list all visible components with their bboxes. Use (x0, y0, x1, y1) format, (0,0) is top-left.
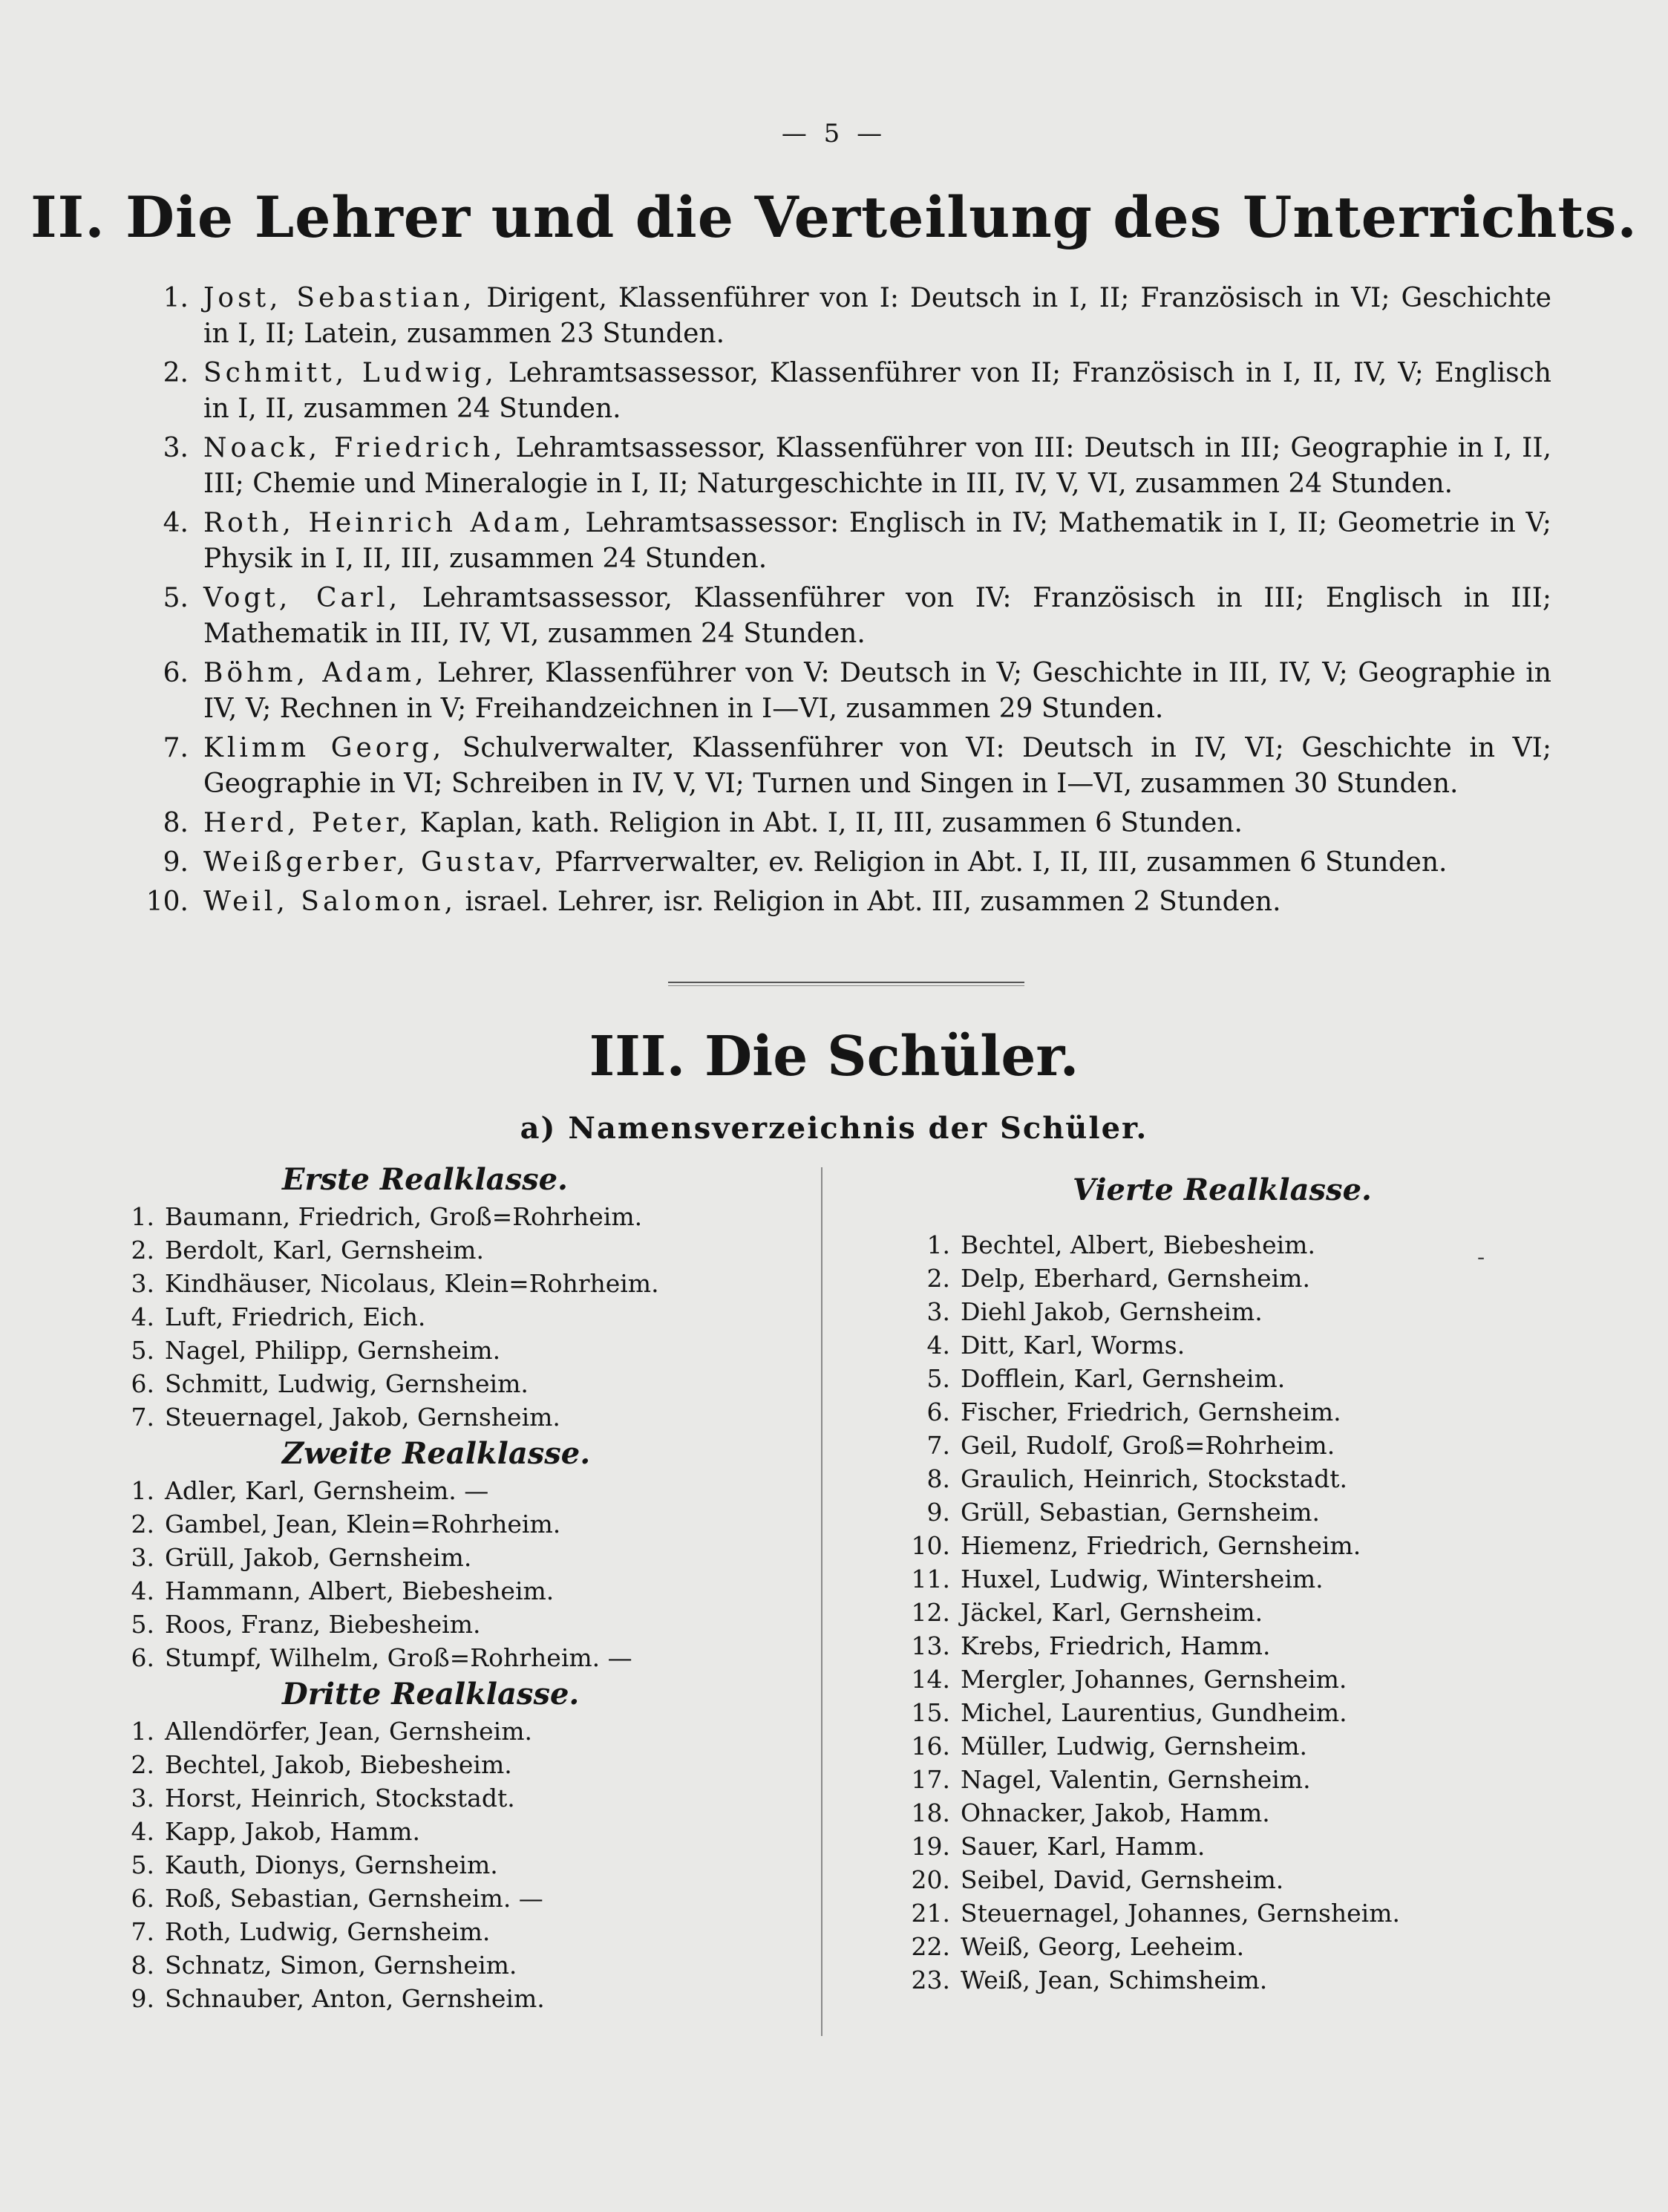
student-row (111, 1574, 779, 1608)
student-row (891, 1796, 1559, 1830)
student-number: 2. (926, 1264, 950, 1293)
student-number: 3. (926, 1297, 950, 1326)
student-number: 22. (911, 1932, 950, 1961)
student-number: 4. (131, 1576, 154, 1605)
student-row (891, 1729, 1559, 1763)
student-row (111, 1300, 779, 1334)
student-name: Grüll, Jakob, Gernsheim. (165, 1543, 472, 1572)
student-number: 3. (131, 1269, 154, 1298)
teacher-number: 9. (163, 847, 189, 878)
student-number: 1. (131, 1202, 154, 1231)
student-row (891, 1529, 1559, 1562)
teacher-text (203, 845, 1551, 881)
student-row (111, 1608, 779, 1641)
student-name: Diehl Jakob, Gernsheim. (961, 1297, 1263, 1326)
teacher-entry (126, 281, 1551, 352)
student-row (111, 1200, 779, 1233)
student-name: Seibel, David, Gernsheim. (961, 1865, 1284, 1894)
student-number: 3. (131, 1543, 154, 1572)
student-row (891, 1295, 1559, 1328)
student-number: 1. (131, 1476, 154, 1505)
student-number: 3. (131, 1784, 154, 1813)
teacher-number: 8. (163, 808, 189, 838)
teacher-number: 6. (163, 658, 189, 688)
student-name: Schnauber, Anton, Gernsheim. (165, 1984, 545, 2013)
teacher-name: Schmitt, Ludwig, (203, 358, 497, 388)
student-name: Adler, Karl, Gernsheim. — (165, 1476, 489, 1505)
teacher-text (203, 581, 1551, 652)
student-row (111, 1334, 779, 1367)
student-row (111, 1715, 779, 1748)
teacher-name: Roth, Heinrich Adam, (203, 508, 575, 538)
teacher-name: Weißgerber, Gustav, (203, 847, 546, 878)
teacher-number: 4. (163, 508, 189, 538)
teacher-entry (126, 731, 1551, 802)
teacher-text (203, 506, 1551, 577)
student-row (891, 1495, 1559, 1529)
student-name: Michel, Laurentius, Gundheim. (961, 1698, 1347, 1727)
student-number: 5. (926, 1364, 950, 1393)
student-row (111, 1541, 779, 1574)
student-row (891, 1696, 1559, 1729)
student-number: 2. (131, 1510, 154, 1539)
student-name: Baumann, Friedrich, Groß=Rohrheim. (165, 1202, 643, 1231)
student-row (111, 1815, 779, 1848)
student-row (891, 1863, 1559, 1896)
student-name: Steuernagel, Johannes, Gernsheim. (961, 1899, 1401, 1928)
teacher-entry (126, 581, 1551, 652)
teacher-entry (126, 356, 1551, 427)
student-row (111, 1367, 779, 1400)
teacher-name: Noack, Friedrich, (203, 433, 506, 463)
teacher-text (203, 356, 1551, 427)
student-number: 5. (131, 1850, 154, 1879)
student-row (111, 1781, 779, 1815)
student-name: Hiemenz, Friedrich, Gernsheim. (961, 1531, 1361, 1560)
student-name: Mergler, Johannes, Gernsheim. (961, 1665, 1347, 1694)
student-name: Roos, Franz, Biebesheim. (165, 1610, 481, 1639)
teacher-number: 5. (163, 583, 189, 613)
student-name: Ohnacker, Jakob, Hamm. (961, 1798, 1270, 1827)
student-number: 17. (911, 1765, 950, 1794)
section-divider (668, 982, 1024, 986)
student-name: Huxel, Ludwig, Wintersheim. (961, 1565, 1324, 1593)
student-number: 21. (911, 1899, 950, 1928)
student-row (111, 1748, 779, 1781)
class-title: Erste Realklasse. (282, 1162, 568, 1197)
student-row (111, 1474, 779, 1507)
teacher-assignment: Pfarrverwalter, ev. Religion in Abt. I, II, III, zusammen 6 Stunden. (555, 847, 1448, 878)
student-row (891, 1963, 1559, 1997)
stray-mark: - (1477, 1244, 1485, 1270)
student-row (891, 1896, 1559, 1930)
student-name: Weiß, Georg, Leeheim. (961, 1932, 1245, 1961)
teacher-assignment: Lehramtsassessor, Klassenführer von II; Französisch in I, II, IV, V; Englisch in I, II, zusammen 24 Stunden. (203, 358, 1551, 424)
teacher-entry (126, 884, 1551, 920)
student-column-left (111, 1160, 779, 2015)
teacher-text (203, 281, 1551, 352)
teacher-number: 1. (163, 283, 189, 313)
student-number: 12. (911, 1598, 950, 1627)
student-name: Schmitt, Ludwig, Gernsheim. (165, 1369, 529, 1398)
teacher-name: Vogt, Carl, (203, 583, 402, 613)
student-number: 20. (911, 1865, 950, 1894)
student-row (891, 1562, 1559, 1596)
student-number: 9. (131, 1984, 154, 2013)
student-list-subheading: a) Namensverzeichnis der Schüler. (520, 1111, 1148, 1146)
teacher-assignment: Schulverwalter, Klassenführer von VI: Deutsch in IV, VI; Geschichte in VI; Geographie in VI; Schreiben in IV, V, VI; Turnen und Singen in I—VI, zusammen 30 Stunden. (203, 733, 1551, 799)
teacher-text (203, 731, 1551, 802)
teacher-number: 2. (163, 358, 189, 388)
student-number: 11. (911, 1565, 950, 1593)
student-name: Luft, Friedrich, Eich. (165, 1302, 426, 1331)
section-title-teachers: II. Die Lehrer und die Verteilung des Unterrichts. (30, 184, 1638, 250)
student-row (111, 1915, 779, 1948)
student-name: Graulich, Heinrich, Stockstadt. (961, 1464, 1348, 1493)
section-title-students: III. Die Schüler. (589, 1025, 1079, 1089)
student-number: 1. (131, 1717, 154, 1746)
student-number: 6. (131, 1643, 154, 1672)
teacher-text (203, 806, 1551, 841)
teacher-assignment: Lehramtsassessor: Englisch in IV; Mathematik in I, II; Geometrie in V; Physik in I, II, III, zusammen 24 Stunden. (203, 508, 1551, 574)
teacher-name: Herd, Peter, (203, 808, 412, 838)
student-number: 7. (131, 1403, 154, 1432)
student-row (111, 1882, 779, 1915)
student-row (891, 1328, 1559, 1362)
teacher-entry (126, 806, 1551, 841)
student-name: Berdolt, Karl, Gernsheim. (165, 1236, 484, 1265)
class-title: Dritte Realklasse. (282, 1677, 580, 1712)
student-number: 6. (131, 1884, 154, 1913)
teacher-name: Jost, Sebastian, (203, 283, 476, 313)
student-name: Krebs, Friedrich, Hamm. (961, 1631, 1271, 1660)
student-name: Sauer, Karl, Hamm. (961, 1832, 1206, 1861)
student-row (891, 1763, 1559, 1796)
class-title: Zweite Realklasse. (282, 1436, 591, 1471)
student-number: 8. (926, 1464, 950, 1493)
student-row (891, 1395, 1559, 1429)
student-name: Hammann, Albert, Biebesheim. (165, 1576, 555, 1605)
student-number: 13. (911, 1631, 950, 1660)
teacher-name: Weil, Salomon, (203, 887, 457, 917)
student-name: Horst, Heinrich, Stockstadt. (165, 1784, 515, 1813)
student-row (891, 1663, 1559, 1696)
student-name: Fischer, Friedrich, Gernsheim. (961, 1397, 1341, 1426)
student-number: 4. (131, 1817, 154, 1846)
student-name: Bechtel, Albert, Biebesheim. (961, 1230, 1315, 1259)
teacher-name: Böhm, Adam, (203, 658, 428, 688)
student-name: Gambel, Jean, Klein=Rohrheim. (165, 1510, 561, 1539)
student-name: Bechtel, Jakob, Biebesheim. (165, 1750, 512, 1779)
student-name: Grüll, Sebastian, Gernsheim. (961, 1498, 1321, 1527)
student-column-right (891, 1170, 1559, 1997)
teacher-entry (126, 656, 1551, 727)
teacher-assignment: Kaplan, kath. Religion in Abt. I, II, III, zusammen 6 Stunden. (419, 808, 1243, 838)
teacher-assignment: Dirigent, Klassenführer von I: Deutsch in I, II; Französisch in VI; Geschichte in I, II; Latein, zusammen 23 Stunden. (203, 283, 1551, 349)
student-row (891, 1462, 1559, 1495)
teacher-text (203, 431, 1551, 502)
student-name: Nagel, Valentin, Gernsheim. (961, 1765, 1311, 1794)
student-number: 2. (131, 1750, 154, 1779)
student-number: 16. (911, 1732, 950, 1761)
student-row (111, 1948, 779, 1982)
teacher-assignment: israel. Lehrer, isr. Religion in Abt. III, zusammen 2 Stunden. (465, 887, 1281, 917)
student-number: 14. (911, 1665, 950, 1694)
student-number: 5. (131, 1610, 154, 1639)
student-number: 5. (131, 1336, 154, 1365)
student-row (111, 1233, 779, 1267)
student-name: Roß, Sebastian, Gernsheim. — (165, 1884, 543, 1913)
student-name: Geil, Rudolf, Groß=Rohrheim. (961, 1431, 1335, 1460)
student-number: 8. (131, 1951, 154, 1980)
teacher-name: Klimm Georg, (203, 733, 445, 763)
student-number: 19. (911, 1832, 950, 1861)
student-number: 18. (911, 1798, 950, 1827)
teacher-number: 7. (163, 733, 189, 763)
student-row (891, 1228, 1559, 1262)
student-name: Dofflein, Karl, Gernsheim. (961, 1364, 1286, 1393)
student-name: Delp, Eberhard, Gernsheim. (961, 1264, 1310, 1293)
page-number: — 5 — (781, 119, 887, 149)
teacher-assignment: Lehrer, Klassenführer von V: Deutsch in V; Geschichte in III, IV, V; Geographie in IV, V; Rechnen in V; Freihandzeichnen in I—VI, zusammen 29 Stunden. (203, 658, 1551, 724)
teacher-entry (126, 506, 1551, 577)
student-number: 4. (131, 1302, 154, 1331)
student-number: 9. (926, 1498, 950, 1527)
student-row (111, 1400, 779, 1434)
student-name: Weiß, Jean, Schimsheim. (961, 1965, 1268, 1994)
student-number: 4. (926, 1331, 950, 1360)
column-divider (821, 1167, 822, 2036)
student-name: Stumpf, Wilhelm, Groß=Rohrheim. — (165, 1643, 632, 1672)
student-name: Steuernagel, Jakob, Gernsheim. (165, 1403, 560, 1432)
teacher-assignment: Lehramtsassessor, Klassenführer von III: Deutsch in III; Geographie in I, II, III; Chemie und Mineralogie in I, II; Naturgeschichte in III, IV, V, VI, zusammen 24 Stunden. (203, 433, 1551, 499)
student-name: Ditt, Karl, Worms. (961, 1331, 1185, 1360)
student-row (891, 1830, 1559, 1863)
student-name: Kauth, Dionys, Gernsheim. (165, 1850, 498, 1879)
student-name: Kapp, Jakob, Hamm. (165, 1817, 420, 1846)
student-row (111, 1507, 779, 1541)
student-name: Allendörfer, Jean, Gernsheim. (165, 1717, 532, 1746)
student-row (111, 1848, 779, 1882)
teacher-entry (126, 431, 1551, 502)
class-title: Vierte Realklasse. (1073, 1172, 1372, 1207)
student-number: 15. (911, 1698, 950, 1727)
student-number: 2. (131, 1236, 154, 1265)
student-name: Roth, Ludwig, Gernsheim. (165, 1917, 491, 1946)
student-row (891, 1930, 1559, 1963)
teacher-number: 10. (145, 887, 189, 917)
student-name: Nagel, Philipp, Gernsheim. (165, 1336, 501, 1365)
teacher-assignment: Lehramtsassessor, Klassenführer von IV: Französisch in III; Englisch in III; Mathematik in III, IV, VI, zusammen 24 Stunden. (203, 583, 1551, 649)
teacher-text (203, 656, 1551, 727)
student-row (111, 1982, 779, 2015)
student-number: 6. (926, 1397, 950, 1426)
student-name: Kindhäuser, Nicolaus, Klein=Rohrheim. (165, 1269, 659, 1298)
student-number: 1. (926, 1230, 950, 1259)
student-name: Schnatz, Simon, Gernsheim. (165, 1951, 517, 1980)
student-number: 10. (911, 1531, 950, 1560)
student-number: 6. (131, 1369, 154, 1398)
student-number: 7. (926, 1431, 950, 1460)
teacher-list (126, 281, 1551, 924)
student-name: Jäckel, Karl, Gernsheim. (961, 1598, 1263, 1627)
teacher-text (203, 884, 1551, 920)
teacher-number: 3. (163, 433, 189, 463)
student-row (891, 1262, 1559, 1295)
teacher-entry (126, 845, 1551, 881)
student-row (891, 1629, 1559, 1663)
student-row (111, 1267, 779, 1300)
student-name: Müller, Ludwig, Gernsheim. (961, 1732, 1307, 1761)
student-row (891, 1362, 1559, 1395)
student-number: 23. (911, 1965, 950, 1994)
student-number: 7. (131, 1917, 154, 1946)
student-row (891, 1429, 1559, 1462)
student-row (891, 1596, 1559, 1629)
student-row (111, 1641, 779, 1674)
